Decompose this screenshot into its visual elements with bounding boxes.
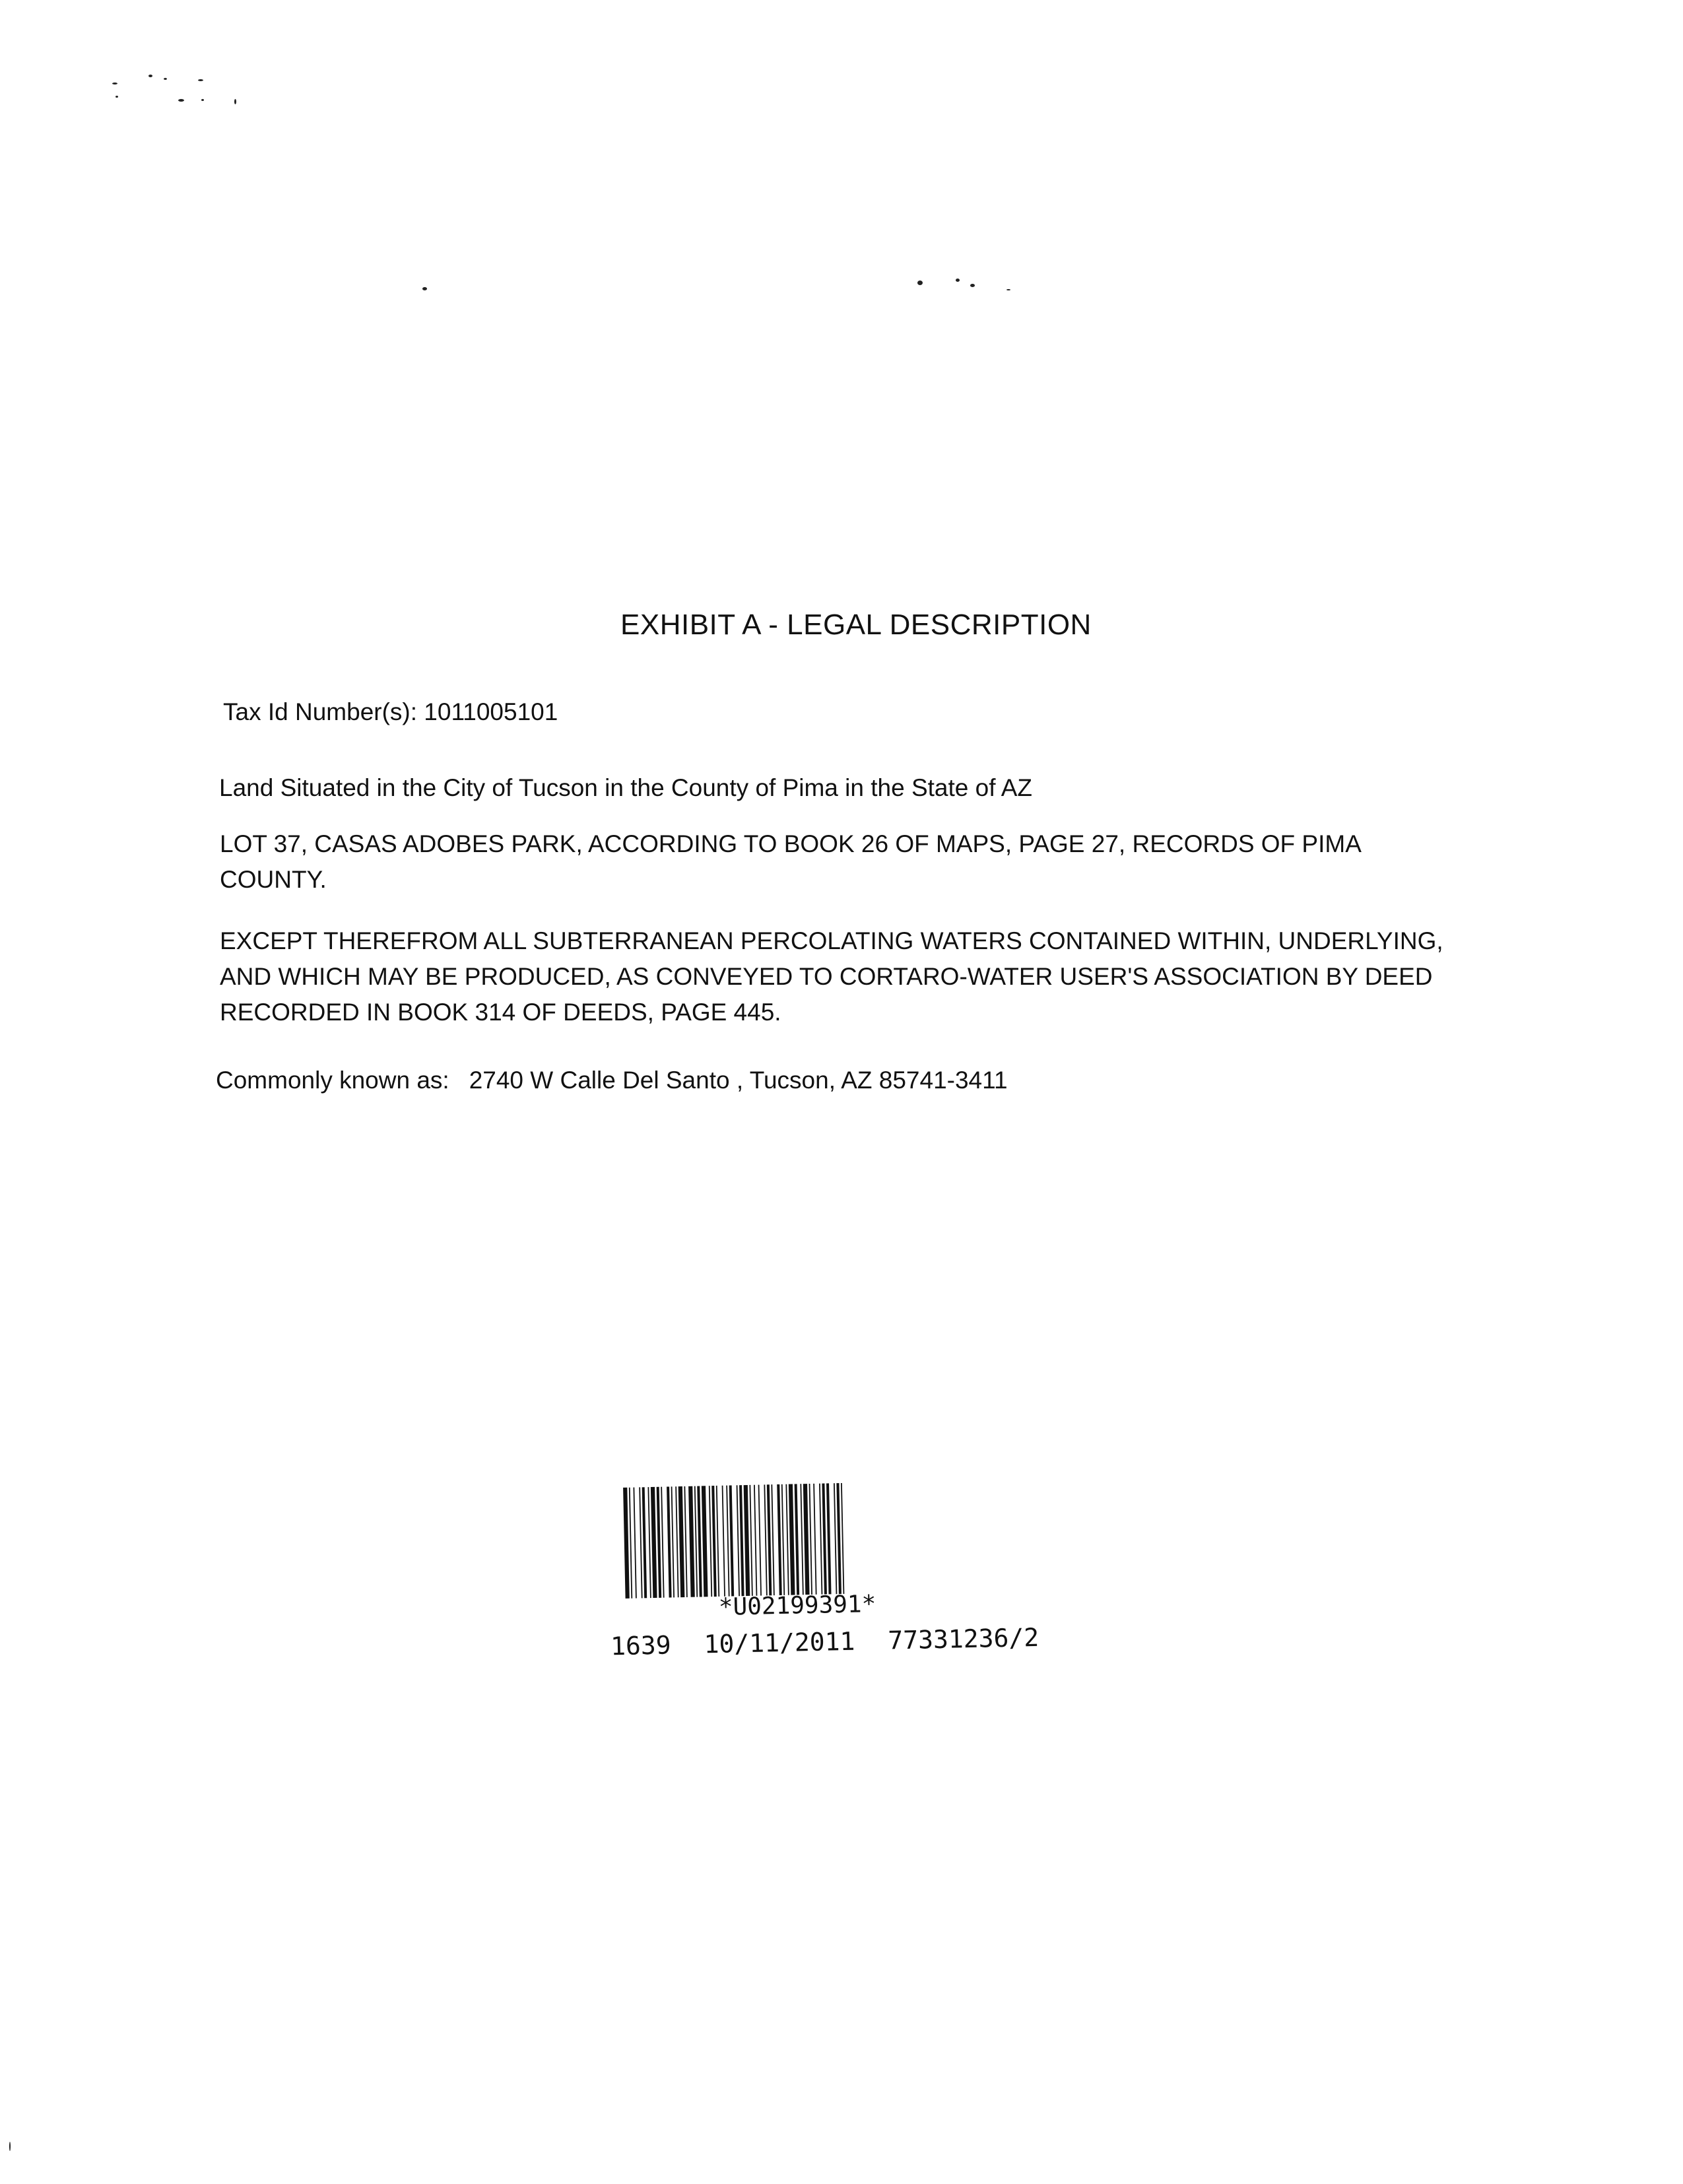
barcode-bar	[809, 1484, 812, 1595]
barcode-bar	[744, 1485, 750, 1596]
barcode-bar	[657, 1487, 662, 1598]
barcode-bar	[694, 1486, 698, 1597]
barcode-bar	[709, 1486, 712, 1597]
barcode-bar	[754, 1485, 757, 1596]
lot-description	[220, 826, 1362, 898]
barcode-bar	[785, 1484, 789, 1595]
barcode-bar	[800, 1484, 803, 1595]
barcode-bar	[771, 1484, 774, 1595]
barcode-image	[620, 1478, 972, 1604]
barcode-bar	[633, 1488, 636, 1599]
barcode-bar	[813, 1484, 816, 1595]
stamp-reference: 77331236/2	[887, 1622, 1040, 1655]
barcode-bar	[711, 1486, 717, 1597]
commonly-known-line	[216, 1063, 1008, 1098]
barcode-bar	[789, 1484, 795, 1595]
barcode-bar	[642, 1487, 647, 1598]
barcode-bar	[684, 1486, 687, 1597]
barcode-bar	[767, 1484, 772, 1595]
scan-speck	[917, 281, 923, 285]
barcode-bar	[671, 1486, 675, 1597]
barcode-bar	[737, 1485, 740, 1596]
recording-barcode-stamp	[610, 1476, 1047, 1670]
barcode-bar	[749, 1485, 752, 1596]
scan-speck	[201, 99, 204, 101]
scan-speck	[178, 99, 184, 102]
except-clause-line: RECORDED IN BOOK 314 OF DEEDS, PAGE 445.	[220, 999, 781, 1026]
barcode-bar	[739, 1485, 744, 1596]
tax-id-line: Tax Id Number(s): 1011005101	[223, 698, 558, 725]
scan-speck	[148, 75, 152, 77]
barcode-bar	[795, 1484, 800, 1595]
barcode-bar	[639, 1487, 642, 1598]
barcode-bar	[781, 1484, 785, 1595]
except-clause-line: AND WHICH MAY BE PRODUCED, AS CONVEYED TO CORTARO-WATER USER'S ASSOCIATION BY DEED	[220, 963, 1433, 990]
stamp-date: 10/11/2011	[704, 1626, 855, 1659]
barcode-bar	[758, 1485, 762, 1596]
scan-speck	[164, 78, 167, 80]
barcode-bar	[729, 1485, 735, 1596]
barcode-bar	[702, 1486, 708, 1597]
barcode-bar	[841, 1483, 844, 1594]
property-address: 2740 W Calle Del Santo , Tucson, AZ 85741-3411	[469, 1067, 1008, 1094]
barcode-bar	[647, 1487, 651, 1598]
barcode-bar	[803, 1484, 810, 1595]
barcode-code-text: *U02199391*	[718, 1590, 876, 1621]
barcode-bar	[822, 1484, 827, 1595]
scan-speck	[9, 2142, 11, 2151]
lot-description-line: COUNTY.	[220, 866, 327, 893]
except-clause	[220, 923, 1443, 1030]
barcode-bar	[678, 1486, 685, 1597]
barcode-bar	[629, 1488, 632, 1599]
scan-speck	[1006, 289, 1010, 290]
barcode-bar	[661, 1487, 664, 1598]
lot-description-line: LOT 37, CASAS ADOBES PARK, ACCORDING TO BOOK 26 OF MAPS, PAGE 27, RECORDS OF PIMA	[220, 830, 1362, 857]
barcode-bar	[697, 1486, 702, 1597]
barcode-bar	[667, 1486, 672, 1597]
land-situated-line: Land Situated in the City of Tucson in the County of Pima in the State of AZ	[219, 774, 1033, 801]
scan-speck	[112, 83, 117, 84]
document-title: EXHIBIT A - LEGAL DESCRIPTION	[620, 609, 1092, 641]
barcode-bar	[722, 1486, 725, 1597]
scan-speck	[234, 99, 236, 104]
scan-speck	[956, 279, 960, 282]
barcode-bar	[826, 1483, 832, 1594]
barcode-bar	[777, 1484, 782, 1595]
commonly-known-label: Commonly known as:	[216, 1067, 449, 1094]
barcode-bar	[716, 1486, 719, 1597]
barcode-bar	[819, 1484, 822, 1595]
barcode-bar	[651, 1487, 657, 1598]
stamp-number: 1639	[610, 1630, 672, 1661]
barcode-bar	[834, 1483, 837, 1594]
scan-speck	[116, 96, 118, 98]
scan-speck	[970, 284, 975, 287]
barcode-bar	[764, 1484, 767, 1595]
barcode-bar	[836, 1483, 842, 1594]
barcode-bar	[726, 1486, 729, 1597]
except-clause-line: EXCEPT THEREFROM ALL SUBTERRANEAN PERCOLATING WATERS CONTAINED WITHIN, UNDERLYING,	[220, 927, 1443, 954]
barcode-bar	[623, 1488, 630, 1599]
recording-stamp-line	[610, 1623, 1040, 1661]
scan-speck	[422, 287, 427, 290]
scan-speck	[198, 79, 203, 81]
barcode-bar	[688, 1486, 695, 1597]
barcode-bar	[675, 1486, 678, 1597]
